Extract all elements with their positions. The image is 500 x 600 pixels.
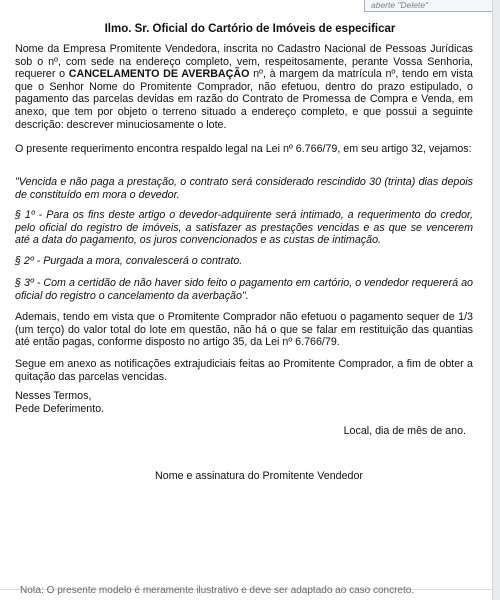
intro-paragraph bbox=[15, 43, 473, 131]
quoted-law-paragraph-1: § 1º - Para os fins deste artigo o devedor-adquirente será intimado, a requerimento do credor, pelo oficial do registro de imóveis, a satisfazer as prestações vencidas e as que se vencerem até a data do pagamento, os juros convencionados e as custas de intimação. bbox=[15, 209, 473, 247]
intro-text-start: Nome da Empresa Promitente Vendedora, inscrita no Cadastro Nacional de Pessoas Jurídicas sob o nº, com sede na endereço completo, vem, respeitosamente, perante Vossa Senhoria, requerer o bbox=[15, 43, 473, 81]
quoted-law-paragraph-2: § 2º - Purgada a mora, convalescerá o contrato. bbox=[15, 255, 243, 267]
closing-line-1: Nesses Termos, bbox=[15, 390, 92, 402]
delete-hint-box: aberte "Delete" bbox=[364, 0, 498, 12]
footer-cut-line: Nota: O presente modelo é meramente ilustrativo e deve ser adaptado ao caso concreto. bbox=[20, 585, 415, 596]
vertical-scrollbar[interactable] bbox=[492, 0, 500, 600]
attachments-paragraph: Segue em anexo as notificações extrajudiciais feitas ao Promitente Comprador, a fim de obter a quitação das parcelas vencidas. bbox=[15, 358, 473, 383]
signature-line: Nome e assinatura do Promitente Vendedor bbox=[155, 470, 363, 482]
argument-paragraph: Ademais, tendo em vista que o Promitente Comprador não efetuou o pagamento sequer de 1/3 (um terço) do valor total do lote em questão, não há o que se falar em restituição das quantias até então pagas, conforme disposto no artigo 35, da Lei nº 6.766/79. bbox=[15, 311, 473, 349]
closing-line-2: Pede Deferimento. bbox=[15, 402, 105, 415]
closing-block bbox=[15, 390, 104, 415]
legal-basis-paragraph: O presente requerimento encontra respaldo legal na Lei nº 6.766/79, em seu artigo 32, vejamos: bbox=[15, 143, 472, 155]
place-date-line: Local, dia de mês de ano. bbox=[343, 425, 466, 437]
document-title: Ilmo. Sr. Oficial do Cartório de Imóveis de especificar bbox=[104, 23, 396, 35]
intro-text-end: nº, à margem da matrícula nº, tendo em vista que o Senhor Nome do Promitente Comprador, não efetuou, dentro do prazo estipulado, o pagamento das parcelas devidas em razão do Contrato de Promessa de Compra e Venda, em anexo, que tem por objeto o terreno situado a endereço completo, e que possui a seguinte descrição: descrever minuciosamente o lote. bbox=[15, 68, 473, 131]
cancellation-term: CANCELAMENTO DE AVERBAÇÃO bbox=[68, 68, 250, 81]
quoted-law-paragraph-3: § 3º - Com a certidão de não haver sido feito o pagamento em cartório, o vendedor requererá ao oficial do registro o cancelamento da averbação". bbox=[15, 277, 473, 302]
footer-cut-text bbox=[20, 585, 480, 600]
quoted-law-paragraph: "Vencida e não paga a prestação, o contrato será considerado rescindido 30 (trinta) dias depois de constituído em mora o devedor. bbox=[15, 176, 473, 201]
